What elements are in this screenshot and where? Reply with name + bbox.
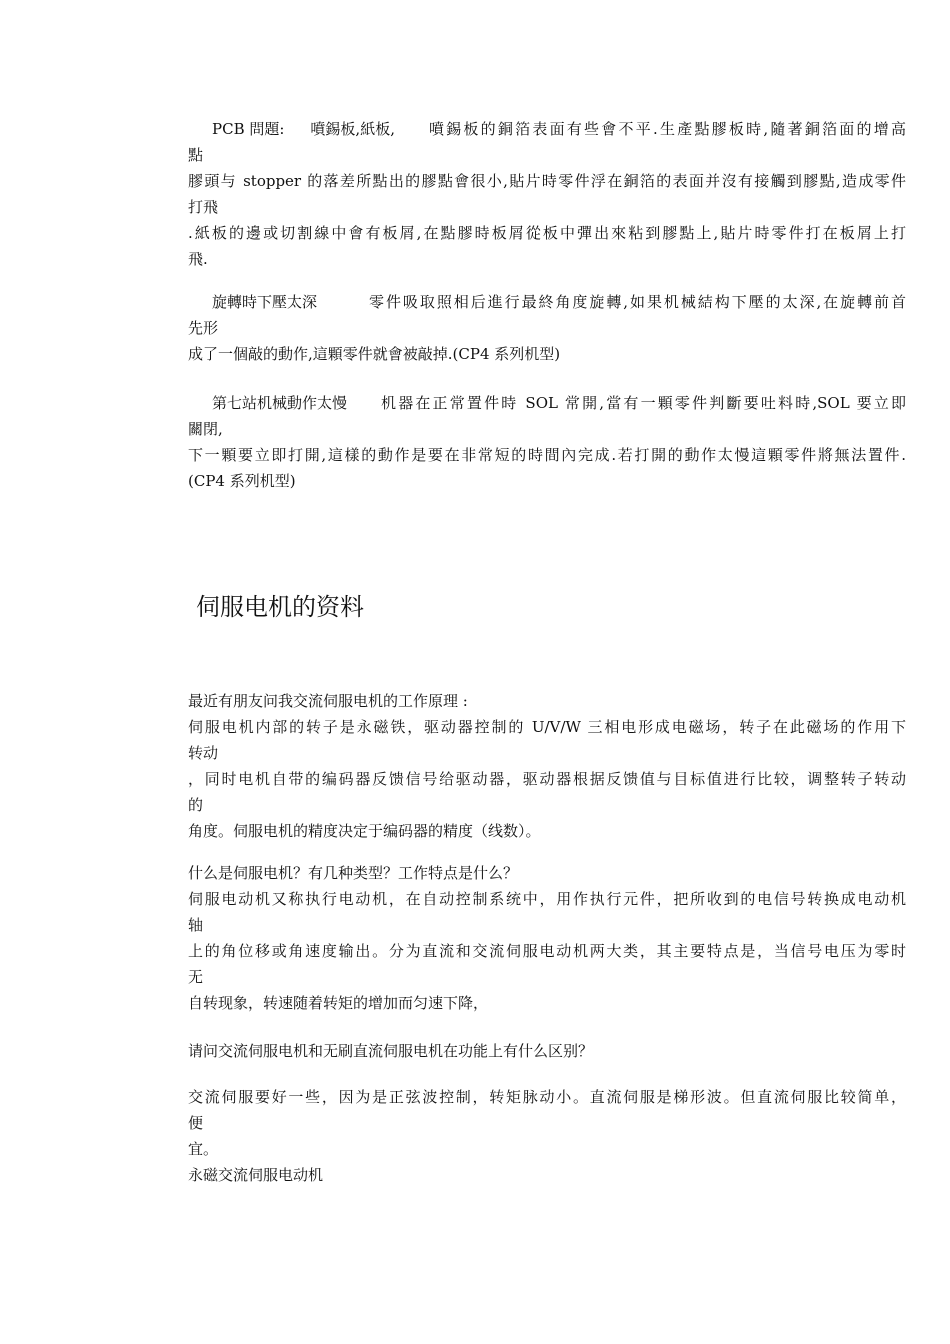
servo-difference-question: 请问交流伺服电机和无刷直流伺服电机在功能上有什么区别？ [188,1042,594,1060]
pcb-problem-text-line-5: .紙板的邊或切割線中會有板屑,在點膠時板屑從板中彈出來粘到膠點上,貼片時零件打在板屑上打 [188,224,906,242]
servo-principle-line-3: 转动 [188,744,219,762]
station-seven-first-line [188,390,906,416]
pcb-problem-sub-label: 噴錫板,紙板, [310,120,395,138]
station-seven-text-line-4: (CP4 系列机型) [188,472,296,490]
servo-definition-line-4: 无 [188,968,204,986]
section-heading: 伺服电机的资料 [196,593,364,621]
servo-definition-line-5: 自转现象，转速随着转矩的增加而匀速下降， [188,994,489,1012]
servo-difference-question-section [188,1038,906,1064]
pcb-problem-text-line-2: 點 [188,146,204,164]
servo-difference-answer-line-2: 便 [188,1114,204,1132]
station-seven-text-line-3: 下一顆要立即打開,這樣的動作是要在非常短的時間內完成.若打開的動作太慢這顆零件將無法置件. [188,446,906,464]
servo-definition-line-2: 轴 [188,916,204,934]
station-seven-label: 第七站机械動作太慢 [212,394,348,412]
servo-principle-line-4: ，同时电机自带的编码器反馈信号给驱动器，驱动器根据反馈值与目标值进行比较，调整转子转动 [188,770,906,788]
rotation-press-paragraph [188,289,906,367]
servo-definition-line-3: 上的角位移或角速度输出。分为直流和交流伺服电动机两大类，其主要特点是，当信号电压为零时 [188,942,906,960]
rotation-press-label: 旋轉時下壓太深 [212,293,318,311]
pcb-problem-paragraph [188,116,906,272]
station-seven-paragraph [188,390,906,494]
servo-definition-line-1: 伺服电动机又称执行电动机，在自动控制系统中，用作执行元件，把所收到的电信号转换成电动机 [188,890,906,908]
servo-difference-answer-line-1: 交流伺服要好一些，因为是正弦波控制，转矩脉动小。直流伺服是梯形波。但直流伺服比较简单， [188,1088,906,1106]
pcb-problem-text-line-1: 噴錫板的銅箔表面有些會不平.生產點膠板時,隨著銅箔面的增高 [428,120,906,138]
pcb-problem-text-line-6: 飛. [188,250,208,268]
servo-principle-line-5: 的 [188,796,204,814]
station-seven-text-line-1: 机器在正常置件時 SOL 常開,當有一顆零件判斷要吐料時,SOL 要立即 [381,394,906,412]
pcb-problem-first-line [188,116,906,142]
servo-difference-answer-section [188,1084,906,1188]
pcb-problem-label: PCB 問題: [212,120,285,138]
servo-definition-question: 什么是伺服电机？有几种类型？工作特点是什么？ [188,864,519,882]
rotation-press-text-line-1: 零件吸取照相后進行最終角度旋轉,如果机械結构下壓的太深,在旋轉前首 [369,293,906,311]
rotation-press-first-line [188,289,906,315]
servo-principle-section [188,688,906,844]
pcb-problem-text-line-4: 打飛 [188,198,219,216]
pcb-problem-text-line-3: 膠頭与 stopper 的落差所點出的膠點會很小,貼片時零件浮在銅箔的表面并沒有接觸到膠點,造成零件 [188,172,906,190]
servo-difference-answer-line-4: 永磁交流伺服电动机 [188,1166,324,1184]
servo-definition-section [188,860,906,1016]
station-seven-text-line-2: 關閉, [188,420,223,438]
servo-principle-line-1: 最近有朋友问我交流伺服电机的工作原理 : [188,692,468,710]
servo-principle-line-6: 角度。伺服电机的精度决定于编码器的精度（线数）。 [188,822,541,840]
rotation-press-text-line-3: 成了一個敲的動作,這顆零件就會被敲掉.(CP4 系列机型) [188,345,561,363]
rotation-press-text-line-2: 先形 [188,319,219,337]
servo-difference-answer-line-3: 宜。 [188,1140,219,1158]
servo-principle-line-2: 伺服电机内部的转子是永磁铁，驱动器控制的 U/V/W 三相电形成电磁场，转子在此磁场的作用下 [188,718,906,736]
